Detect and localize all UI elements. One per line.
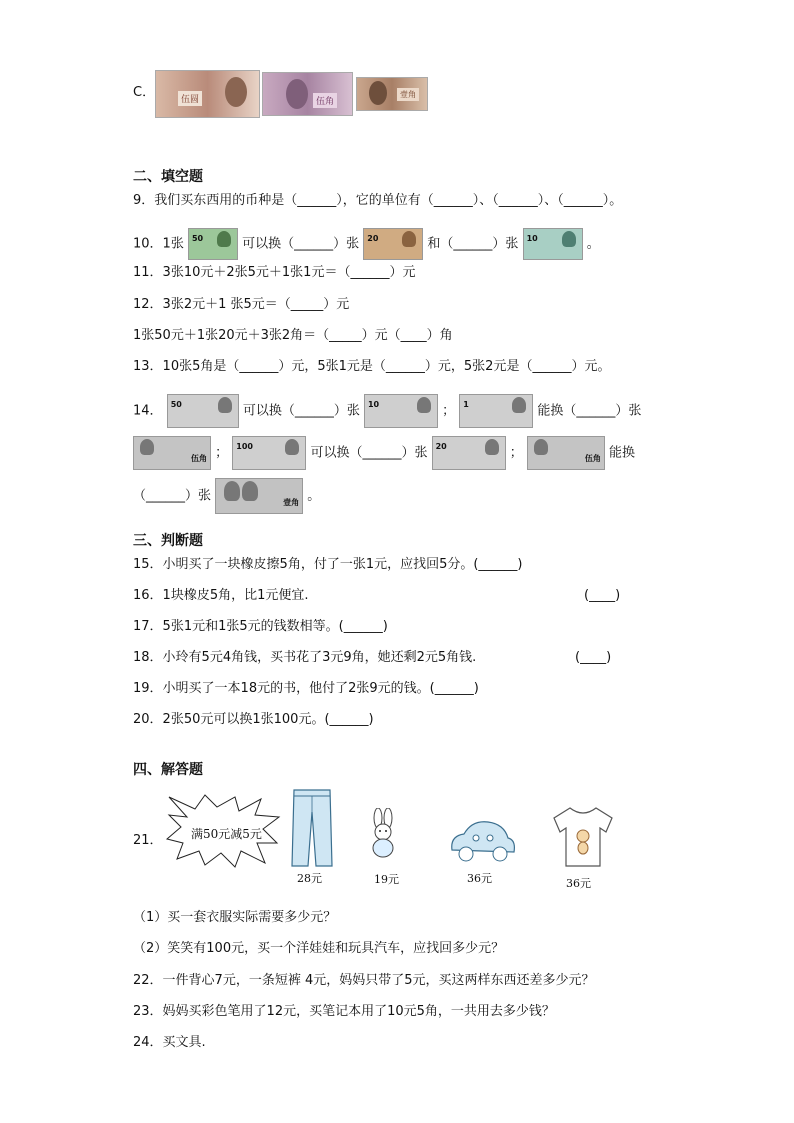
- five-jiao-gray-note-icon: [133, 436, 211, 470]
- q14-text-c: ；: [442, 403, 456, 419]
- price-jeans: 28元: [297, 872, 322, 885]
- five-jiao-banknote-icon: [262, 72, 353, 116]
- option-c-label: C．: [133, 85, 156, 100]
- question-21-part-1: （1）买一套衣服实际需要多少元？: [133, 910, 337, 925]
- price-bunny-doll: 19元: [374, 873, 399, 886]
- one-jiao-banknote-icon: [356, 77, 428, 111]
- q14-text-f: 可以换（______）张: [310, 445, 428, 461]
- note-value: 伍角: [584, 454, 601, 463]
- note-value: 10: [526, 234, 538, 243]
- section-solve-heading: 四、解答题: [133, 762, 203, 778]
- question-9: 9．我们买东西用的币种是（______），它的单位有（______）、（______）、（______）。: [133, 193, 623, 208]
- q14-text-h: 能换: [609, 445, 636, 461]
- ten-yuan-gray-note-icon: [364, 394, 438, 428]
- note-value: 伍角: [191, 454, 207, 463]
- question-14-row-1: [133, 394, 641, 428]
- note-value: 20: [435, 442, 447, 451]
- question-11: 11．3张10元＋2张5元＋1张1元＝（______）元: [133, 265, 416, 280]
- question-17: 17．5张1元和1张5元的钱数相等。(______): [133, 619, 388, 634]
- twenty-yuan-gray-note-icon: [432, 436, 506, 470]
- price-toy-car: 36元: [467, 872, 492, 885]
- note-value: 50: [170, 400, 182, 409]
- q14-text-j: 。: [307, 488, 321, 504]
- q10-text-c: 和（______）张: [427, 236, 519, 252]
- question-21-label: 21．: [133, 833, 163, 848]
- fifty-yuan-gray-note-icon: [167, 394, 239, 428]
- note-value: 壹角: [283, 498, 300, 507]
- section-judge-heading: 三、判断题: [133, 533, 203, 549]
- question-15: 15．小明买了一块橡皮擦5角，付了一张1元，应找回5分。(______): [133, 557, 523, 572]
- question-13: 13．10张5角是（______）元，5张1元是（______）元，5张2元是（______）元。: [133, 359, 611, 374]
- question-12b: 1张50元＋1张20元＋3张2角＝（_____）元（____）角: [133, 328, 453, 343]
- banknote-tag: 伍圆: [178, 91, 202, 106]
- question-23: 23．妈妈买彩色笔用了12元，买笔记本用了10元5角，一共用去多少钱？: [133, 1004, 555, 1019]
- question-20: 20．2张50元可以换1张100元。(______): [133, 712, 374, 727]
- question-21-part-2: （2）笑笑有100元，买一个洋娃娃和玩具汽车，应找回多少元？: [133, 941, 505, 956]
- q14-text-b: 可以换（______）张: [242, 403, 360, 419]
- note-value: 20: [367, 234, 379, 243]
- note-value: 1: [463, 400, 469, 409]
- one-jiao-gray-note-icon: [215, 478, 303, 514]
- five-jiao-gray-note-icon: [527, 436, 605, 470]
- hundred-yuan-gray-note-icon: [232, 436, 306, 470]
- one-yuan-gray-note-icon: [459, 394, 533, 428]
- tshirt-icon: [550, 804, 616, 870]
- banknote-tag: 壹角: [397, 88, 419, 101]
- note-value: 10: [367, 400, 380, 409]
- note-value: 100: [236, 442, 253, 451]
- q14-text-i: （______）张: [133, 488, 212, 504]
- note-value: 50: [191, 234, 204, 243]
- question-18: 18．小玲有5元4角钱，买书花了3元9角，她还剩2元5角钱.: [133, 650, 477, 665]
- five-yuan-banknote-icon: [155, 70, 260, 118]
- q14-text-d: 能换（______）张: [537, 403, 642, 419]
- banknote-tag: 伍角: [313, 93, 337, 108]
- section-fill-heading: 二、填空题: [133, 169, 203, 185]
- bunny-doll-icon: [364, 808, 404, 864]
- q14-text-e: ；: [215, 445, 229, 461]
- q14-text-g: ；: [509, 445, 523, 461]
- question-16: 16．1块橡皮5角，比1元便宜.: [133, 588, 309, 603]
- fifty-yuan-note-icon: [188, 228, 238, 260]
- question-19: 19．小明买了一本18元的书，他付了2张9元的钱。(______): [133, 681, 479, 696]
- question-22: 22．一件背心7元，一条短裤 4元，妈妈只带了5元，买这两样东西还差多少元？: [133, 973, 595, 988]
- question-16-blank: (____): [584, 588, 621, 603]
- question-12: 12．3张2元＋1 张5元＝（_____）元: [133, 297, 350, 312]
- discount-sign-text: 满50元减5元: [191, 827, 262, 841]
- question-18-blank: (____): [575, 650, 612, 665]
- twenty-yuan-note-icon: [363, 228, 423, 260]
- jeans-icon: [290, 788, 334, 868]
- q14-text-a: 14．: [133, 403, 163, 419]
- question-14-row-2: [133, 436, 635, 470]
- q10-text-d: 。: [586, 236, 600, 252]
- question-24: 24．买文具.: [133, 1035, 206, 1050]
- q10-text-b: 可以换（______）张: [242, 236, 360, 252]
- q10-text-a: 10．1张: [133, 236, 184, 252]
- price-tshirt: 36元: [566, 877, 591, 890]
- ten-yuan-note-icon: [523, 228, 583, 260]
- toy-car-icon: [446, 816, 518, 866]
- question-14-row-3: [133, 478, 320, 514]
- question-10: [133, 228, 600, 260]
